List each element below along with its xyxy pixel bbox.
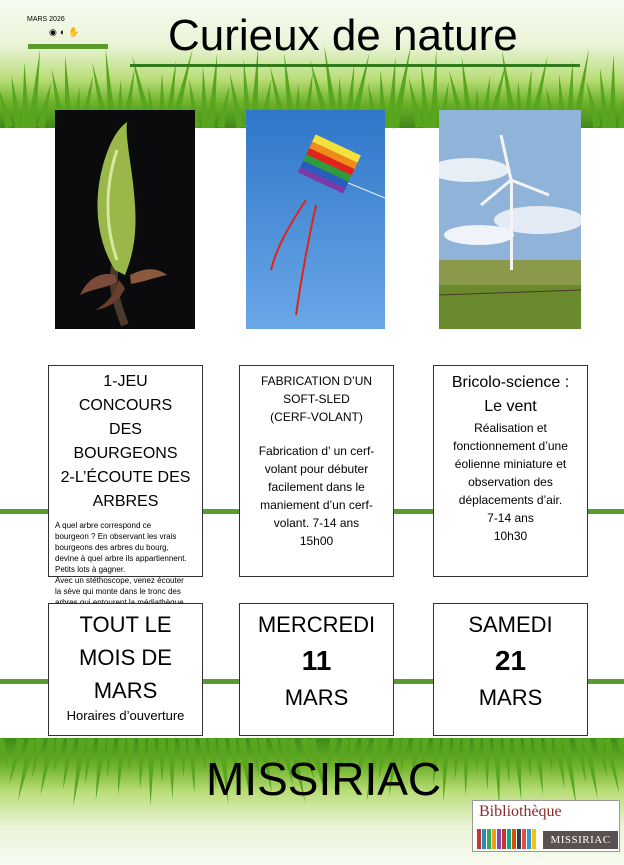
activity-description: Réalisation et fonctionnement d’une éolienne miniature et observation des déplacements d’air. 7-14 ans 10h30 [453,421,568,543]
town-name: MISSIRIAC [206,753,442,805]
senses-icons [49,27,80,38]
grass-blade [125,738,135,772]
mini-grass-bar [28,44,108,49]
date-box-samedi [433,603,588,736]
date-box-tout-le-mois [48,603,203,736]
grass-blade [473,738,481,773]
grass-blade [114,738,126,795]
grass-blade [503,738,513,784]
activity-description: Fabrication d’ un cerf- volant pour débuter facilement dans le maniement d’un cerf- volant. 7-14 ans 15h00 [258,444,375,548]
hand-icon: ✋ [68,27,80,37]
grass-blade [617,86,624,129]
date-month: MARS [478,685,543,710]
eye-icon: ◉ [49,27,57,37]
books-icon [477,829,536,849]
date-label: MARS 2026 [27,16,65,23]
wind-turbine-photo [439,110,581,329]
activity-description: A quel arbre correspond ce bourgeon ? En observant les vrais bourgeons des arbres du bourg, devine à quel arbre ils appartiennent. Petits lots à gagner. Avec un stéthoscope, venez écouter la sève qui monte dans le tronc des [55,521,187,596]
page-title: Curieux de nature [168,11,518,60]
activity-box-bourgeons [48,365,203,596]
ear-icon: ◐ [59,27,66,37]
date-day: MERCREDI [257,612,376,637]
grass-blade [461,738,470,796]
grass-blade [608,54,617,128]
leaf-bud-photo [55,110,195,329]
grass-blade [146,738,155,806]
library-logo [472,800,620,852]
date-text: TOUT LE MOIS DE MARS [79,612,172,703]
grass-blade [492,738,502,807]
date-number: 11 [301,645,332,676]
activity-title: Bricolo-science : Le vent [451,374,570,415]
grass-blade [158,738,166,783]
grass-blade [167,738,176,800]
logo-town-text: MISSIRIAC [543,831,618,849]
grass-blade [483,738,492,790]
title-underline [130,64,580,67]
activity-title: FABRICATION D’UN SOFT-SLED (CERF-VOLANT) [260,374,373,424]
logo-library-text: Bibliothèque [479,803,562,820]
activity-title: 1-JEU CONCOURS DES BOURGEONS 2-L’ÉCOUTE DES ARBRES [60,373,191,510]
grass-blade [451,738,460,779]
activity-box-cerf-volant [239,365,394,577]
date-number: 21 [494,645,527,676]
date-day: SAMEDI [468,612,553,637]
activity-box-vent [433,365,588,577]
grass-blade [178,738,187,777]
opening-hours-note: Horaires d’ouverture [66,708,185,723]
date-month: MARS [284,685,349,710]
grass-blade [512,738,524,801]
kite-photo [246,110,385,329]
grass-blade [188,738,199,794]
date-box-mercredi [239,603,394,736]
grass-blade [136,738,146,789]
